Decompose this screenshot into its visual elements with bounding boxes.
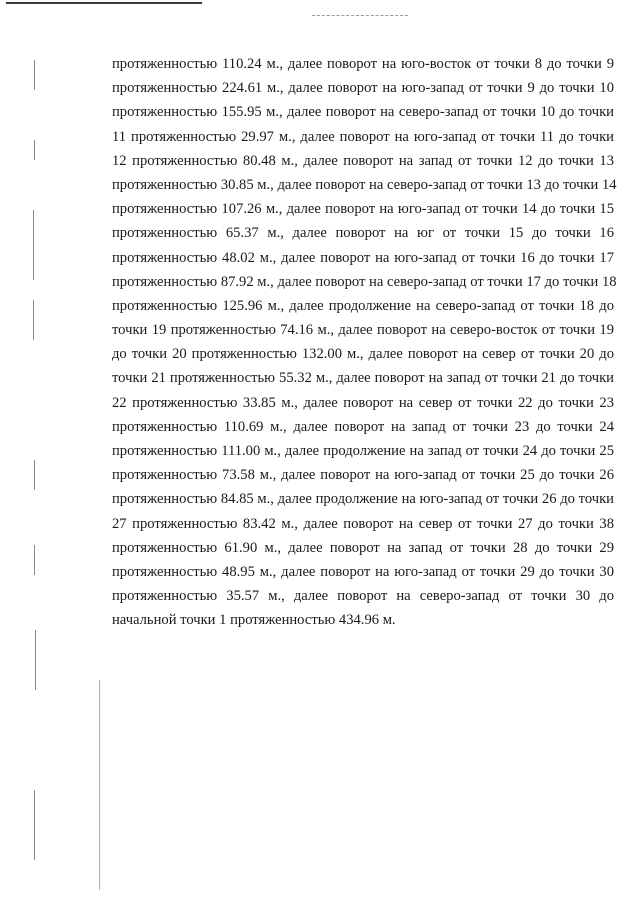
scan-margin-mark — [34, 140, 35, 160]
text-line: протяженностью 155.95 м., далее поворот на северо-запад от точки 10 до точки — [112, 104, 614, 121]
scan-margin-mark — [33, 300, 34, 340]
text-line: протяженностью 87.92 м., далее поворот на северо-запад от точки 17 до точки 18 — [112, 273, 617, 290]
text-line: 27 протяженностью 83.42 м., далее поворот на север от точки 27 до точки 38 — [112, 515, 614, 532]
scan-margin-mark — [34, 545, 35, 575]
boundary-description-text — [112, 52, 617, 633]
text-line: 11 протяженностью 29.97 м., далее поворот на юго-запад от точки 11 до точки — [112, 128, 614, 145]
text-line: 22 протяженностью 33.85 м., далее поворот на север от точки 22 до точки 23 — [112, 394, 614, 411]
text-line: протяженностью 110.24 м., далее поворот на юго-восток от точки 8 до точки 9 — [112, 56, 614, 72]
text-line: протяженностью 107.26 м., далее поворот на юго-запад от точки 14 до точки 15 — [112, 201, 614, 218]
text-line: начальной точки 1 протяженностью 434.96 м. — [112, 612, 396, 629]
text-line: протяженностью 48.02 м., далее поворот на юго-запад от точки 16 до точки 17 — [112, 249, 614, 266]
text-line: протяженностью 125.96 м., далее продолжение на северо-запад от точки 18 до — [112, 297, 614, 314]
scan-artifact-top-line — [6, 2, 202, 4]
text-line: протяженностью 48.95 м., далее поворот на юго-запад от точки 29 до точки 30 — [112, 563, 614, 580]
scan-margin-mark — [34, 60, 35, 90]
scan-margin-mark — [33, 210, 34, 280]
scan-margin-mark — [34, 460, 35, 490]
text-line: протяженностью 30.85 м., далее поворот на северо-запад от точки 13 до точки 14 — [112, 176, 617, 193]
scan-margin-mark — [35, 630, 36, 690]
text-line: протяженностью 111.00 м., далее продолжение на запад от точки 24 до точки 25 — [112, 443, 614, 459]
text-line: протяженностью 224.61 м., далее поворот на юго-запад от точки 9 до точки 10 — [112, 80, 614, 97]
text-line: протяженностью 65.37 м., далее поворот на юг от точки 15 до точки 16 — [112, 225, 614, 242]
scan-margin-mark — [34, 790, 35, 860]
text-line: протяженностью 61.90 м., далее поворот на запад от точки 28 до точки 29 — [112, 539, 614, 556]
text-line: до точки 20 протяженностью 132.00 м., далее поворот на север от точки 20 до — [112, 346, 614, 363]
text-line: протяженностью 84.85 м., далее продолжение на юго-запад от точки 26 до точки — [112, 491, 614, 508]
text-line: 12 протяженностью 80.48 м., далее поворот на запад от точки 12 до точки 13 — [112, 152, 614, 169]
text-line: протяженностью 73.58 м., далее поворот на юго-запад от точки 25 до точки 26 — [112, 467, 614, 484]
text-line: точки 19 протяженностью 74.16 м., далее поворот на северо-восток от точки 19 — [112, 322, 614, 339]
text-line: протяженностью 110.69 м., далее поворот на запад от точки 23 до точки 24 — [112, 418, 614, 435]
scan-margin-mark — [99, 680, 100, 890]
scan-artifact-dash — [312, 15, 408, 17]
text-line: точки 21 протяженностью 55.32 м., далее поворот на запад от точки 21 до точки — [112, 370, 614, 387]
text-line: протяженностью 35.57 м., далее поворот на северо-запад от точки 30 до — [112, 588, 614, 605]
